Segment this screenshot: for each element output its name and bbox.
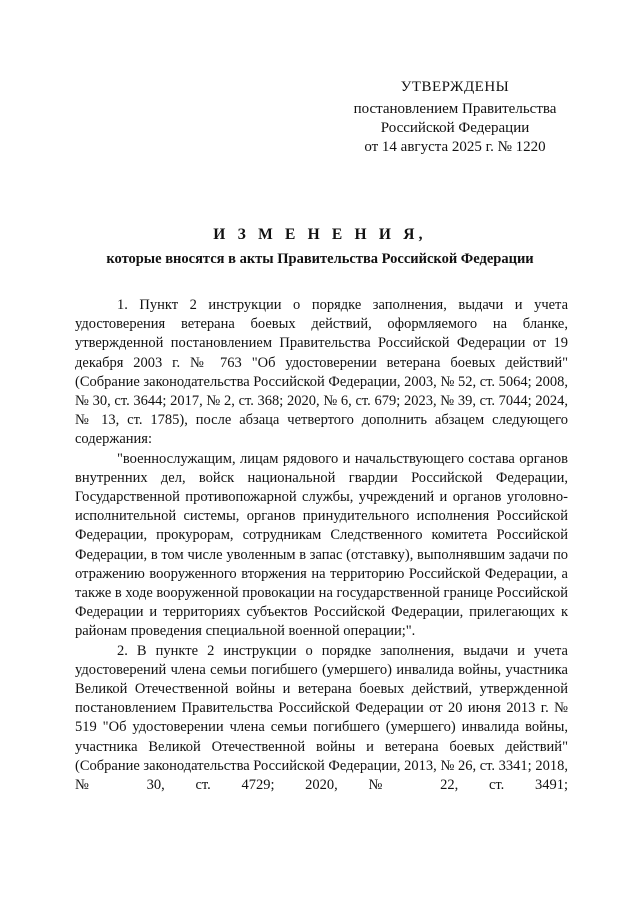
approval-heading: УТВЕРЖДЕНЫ xyxy=(400,79,510,95)
document-title: И З М Е Н Е Н И Я, xyxy=(213,226,427,243)
approval-line-2: Российской Федерации xyxy=(380,120,530,136)
paragraph-1: 1. Пункт 2 инструкции о порядке заполнения, выдачи и учета удостоверения ветерана боевых действий, оформляемого на бланке, утвержденной постановлением Правительства Российской Федерации от 19 декабря 2003 г. № 763 "Об удостоверении ветерана боевых действий" (Собрание законодательства Российской Федерации, 2003, № 52, ст. 5064; 2008, № 30, ст. 3644; 2017, № 2, ст. 368; 2020, № 6, ст. 679; 2023, № 39, ст. 7044; 2024, № 13, ст. 1785), после абзаца четвертого дополнить абзацем следующего содержания: xyxy=(75,297,568,448)
paragraph-3: 2. В пункте 2 инструкции о порядке заполнения, выдачи и учета удостоверений члена семьи погибшего (умершего) инвалида войны, участника Великой Отечественной войны и ветерана боевых действий, утвержденной постановлением Правительства Российской Федерации от 20 июня 2013 г. № 519 "Об удостоверении члена семьи погибшего (умершего) инвалида войны, участника Великой Отечественной войны и ветерана боевых действий" (Собрание законодательства Российской Федерации, 2013, № 26, ст. 3341; 2018, № 30, ст. 4729; 2020, № 22, ст. 3491; xyxy=(75,642,568,794)
paragraph-2: "военнослужащим, лицам рядового и начальствующего состава органов внутренних дел, войск национальной гвардии Российской Федерации, Государственной противопожарной службы, учреждений и органов уголовно-исполнительной системы, органов принудительного исполнения Российской Федерации, прокурорам, сотрудникам Следственного комитета Российской Федерации, в том числе уволенным в запас (отставку), выполнявшим задачи по отражению вооруженного вторжения на территорию Российской Федерации, а также в ходе вооруженной провокации на государственной границе Российской Федерации и территориях субъектов Российской Федерации, прилегающих к районам проведения специальной военной операции;". xyxy=(75,450,568,640)
document-subtitle: которые вносятся в акты Правительства Российской Федерации xyxy=(106,251,534,267)
approval-line-3: от 14 августа 2025 г. № 1220 xyxy=(364,139,546,155)
document-body xyxy=(75,296,568,795)
approval-line-1: постановлением Правительства xyxy=(353,101,557,117)
approval-block xyxy=(330,78,580,157)
